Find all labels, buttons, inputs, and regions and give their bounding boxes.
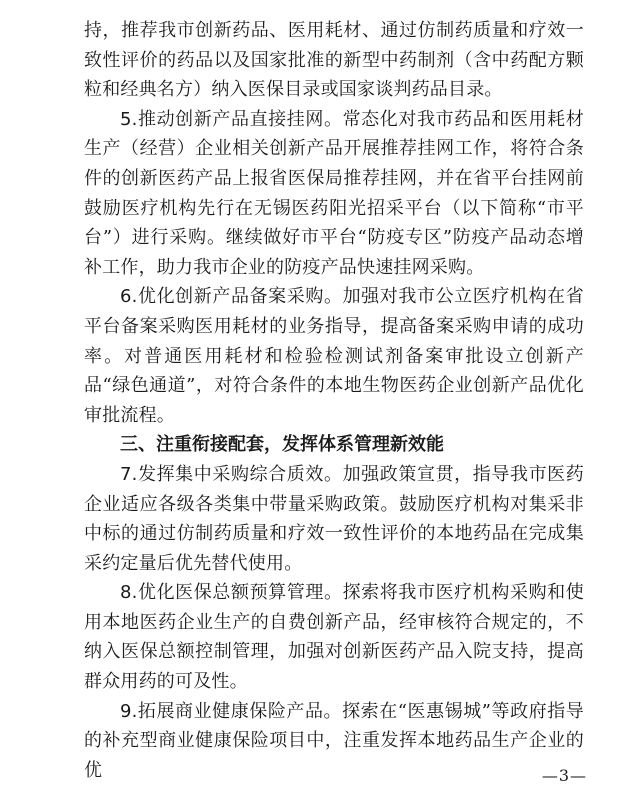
document-page — [84, 16, 584, 785]
paragraph-item-9 — [84, 697, 584, 786]
paragraph-text: 加强政策宣贯，指导我市医药企业适应各级各类集中带量采购政策。鼓励医疗机构对集采非中标的通过仿制药质量和疗效一致性评价的本地药品在完成集采约定量后优先替代使用。 — [84, 463, 584, 574]
paragraph-item-5 — [84, 105, 584, 283]
paragraph-lead: 8.优化医保总额预算管理。 — [120, 582, 343, 604]
paragraph-text: 持，推荐我市创新药品、医用耗材、通过仿制药质量和疗效一致性评价的药品以及国家批准的新型中药制剂（含中药配方颗粒和经典名方）纳入医保目录或国家谈判药品目录。 — [84, 20, 584, 101]
paragraph-continued — [84, 16, 584, 105]
paragraph-text: 探索将我市医疗机构采购和使用本地医药企业生产的自费创新产品，经审核符合规定的，不纳入医保总额控制管理，加强对创新医药产品入院支持，提高群众用药的可及性。 — [84, 582, 584, 693]
page-number: —3— — [541, 766, 587, 785]
paragraph-item-8 — [84, 578, 584, 696]
paragraph-lead: 7.发挥集中采购综合质效。 — [120, 463, 343, 485]
paragraph-text: 探索在“医惠锡城”等政府指导的补充型商业健康保险项目中，注重发挥本地药品生产企业的优 — [84, 700, 585, 781]
section-heading: 三、注重衔接配套，发挥体系管理新效能 — [120, 434, 444, 456]
paragraph-text: 常态化对我市药品和医用耗材生产（经营）企业相关创新产品开展推荐挂网工作，将符合条件的创新医药产品上报省医保局推荐挂网，并在省平台挂网前鼓励医疗机构先行在无锡医药阳光招采平台（以下简称“市平台”）进行采购。继续做好市平台“防疫专区”防疫产品动态增补工作，助力我市企业的防疫产品快速挂网采购。 — [84, 108, 584, 278]
paragraph-item-6 — [84, 282, 584, 430]
paragraph-lead: 6.优化创新产品备案采购。 — [120, 286, 343, 308]
paragraph-lead: 5.推动创新产品直接挂网。 — [120, 108, 343, 130]
paragraph-lead: 9.拓展商业健康保险产品。 — [120, 700, 343, 722]
paragraph-text: 加强对我市公立医疗机构在省平台备案采购医用耗材的业务指导，提高备案采购申请的成功率。对普通医用耗材和检验检测试剂备案审批设立创新产品“绿色通道”，对符合条件的本地生物医药企业创新产品优化审批流程。 — [84, 286, 584, 426]
paragraph-item-7 — [84, 460, 584, 578]
